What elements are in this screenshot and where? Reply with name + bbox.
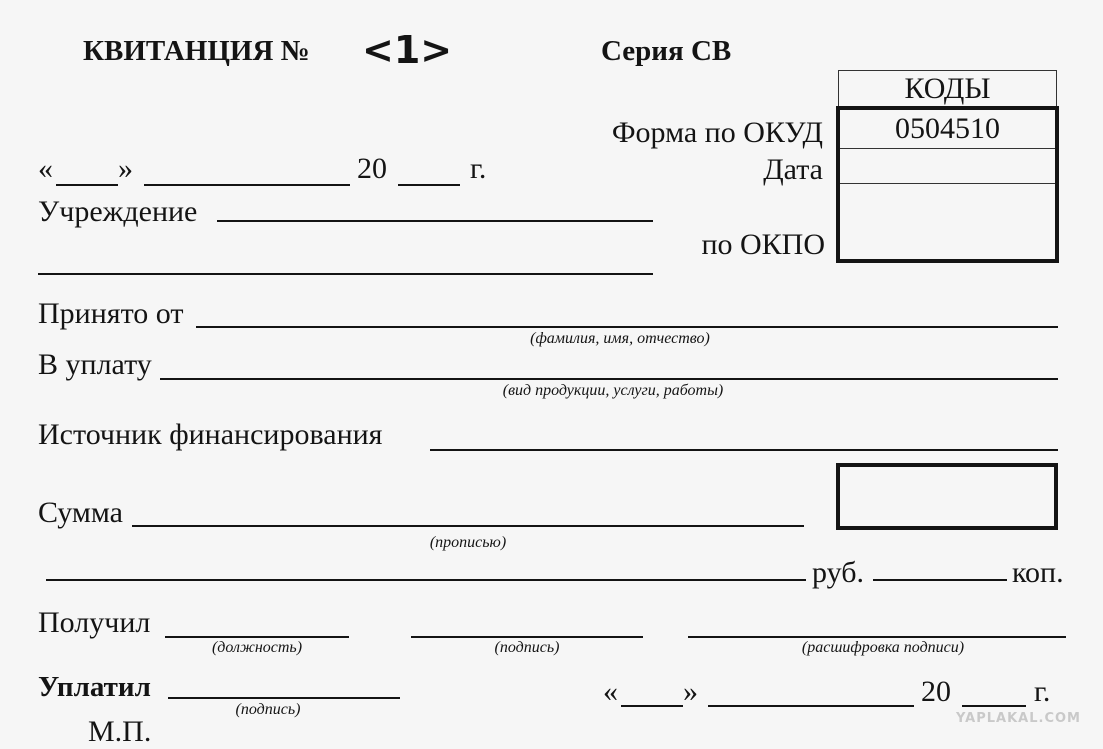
received-by-position-hint: (должность) (211, 639, 303, 656)
received-by-label: Получил (38, 606, 151, 639)
date-close-quote: » (118, 152, 133, 185)
date-year-suffix: г. (470, 152, 487, 185)
date-month-input[interactable] (144, 154, 350, 186)
date-open-quote: « (38, 152, 53, 185)
institution-input-2[interactable] (38, 243, 653, 275)
payment-for-label: В уплату (38, 348, 152, 381)
amount-label: Сумма (38, 496, 123, 529)
received-by-decode-input[interactable] (688, 606, 1066, 638)
amount-words-input[interactable] (132, 495, 804, 527)
paid-date-day-input[interactable] (621, 675, 683, 707)
paid-by-label: Уплатил (38, 671, 151, 703)
okpo-code-input[interactable] (842, 187, 1057, 259)
funding-source-input[interactable] (430, 419, 1058, 451)
okud-label: Форма по ОКУД (611, 116, 823, 149)
received-by-decode-hint: (расшифровка подписи) (801, 639, 965, 656)
paid-by-signature-input[interactable] (168, 667, 400, 699)
received-by-signature-hint: (подпись) (494, 639, 560, 656)
payment-for-hint: (вид продукции, услуги, работы) (502, 382, 724, 399)
okpo-label: по ОКПО (701, 228, 825, 261)
paid-date-open-quote: « (603, 675, 618, 708)
rub-label: руб. (812, 556, 864, 589)
codes-divider-2 (840, 183, 1055, 184)
received-by-position-input[interactable] (165, 606, 349, 638)
paid-date-year-suffix: г. (1034, 675, 1051, 708)
series-label: Серия СВ (601, 35, 732, 67)
watermark: YAPLAKAL.COM (956, 711, 1081, 726)
date-year-input[interactable] (398, 154, 460, 186)
receipt-title: КВИТАНЦИЯ № (83, 35, 310, 67)
kop-input[interactable] (873, 549, 1007, 581)
received-from-label: Принято от (38, 297, 184, 330)
funding-source-label: Источник финансирования (38, 418, 383, 451)
paid-date-month-input[interactable] (708, 675, 914, 707)
kop-label: коп. (1012, 556, 1064, 589)
codes-title: КОДЫ (904, 72, 991, 105)
receipt-number: <1> (362, 28, 453, 72)
institution-label: Учреждение (38, 195, 198, 228)
date-year-prefix: 20 (357, 152, 387, 185)
amount-words-input-2[interactable] (46, 549, 806, 581)
okud-code: 0504510 (895, 112, 1000, 145)
date-day-input[interactable] (56, 154, 118, 186)
received-by-signature-input[interactable] (411, 606, 643, 638)
paid-by-signature-hint: (подпись) (235, 701, 301, 718)
received-from-hint: (фамилия, имя, отчество) (530, 330, 710, 347)
payment-for-input[interactable] (160, 348, 1058, 380)
paid-date-year-prefix: 20 (921, 675, 951, 708)
paid-date-year-input[interactable] (962, 675, 1026, 707)
institution-input[interactable] (217, 190, 653, 222)
amount-box-input[interactable] (842, 469, 1056, 526)
stamp-label: М.П. (88, 715, 152, 748)
codes-divider-1 (840, 148, 1055, 149)
amount-hint: (прописью) (429, 534, 507, 551)
paid-date-close-quote: » (683, 675, 698, 708)
date-code-input[interactable] (842, 151, 1057, 183)
date-label: Дата (763, 153, 823, 186)
received-from-input[interactable] (196, 296, 1058, 328)
